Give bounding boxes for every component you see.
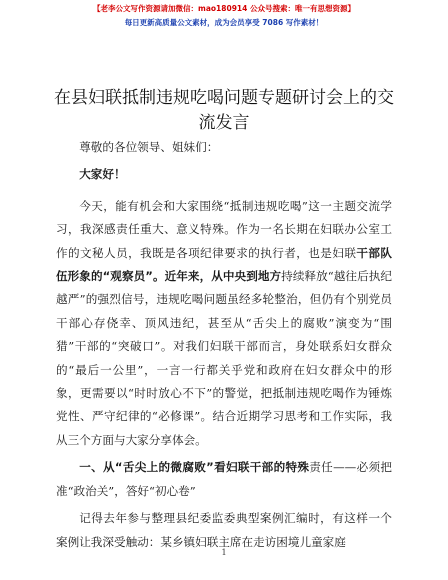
title-line-1: 在县妇联抵制违规吃喝问题专题研讨会上的交 bbox=[54, 88, 394, 108]
paragraph-intro bbox=[56, 195, 392, 452]
document-title bbox=[40, 86, 408, 136]
paragraph-intro-text-a: 今天，能有机会和大家围绕“抵制违规吃喝”这一主题交流学习，我深感责任重大、意义特殊。作为一名长期在妇联办公室工作的文秘人员，我既是各项纪律要求的执行者，也是妇联 bbox=[56, 198, 392, 260]
greeting: 大家好！ bbox=[79, 167, 126, 182]
banner-line-membership: 每日更新高质量公文素材，成为会员享受 7086 写作素材！ bbox=[124, 18, 324, 27]
paragraph-case: 记得去年参与整理县纪委监委典型案例汇编时，有这样一个案例让我深受触动：某乡镇妇联主席在走访困境儿童家庭 bbox=[56, 511, 392, 549]
document-body bbox=[56, 136, 392, 554]
salutation: 尊敬的各位领导、姐妹们： bbox=[79, 140, 219, 154]
section-heading-1-rest: 责任——必须把准“政治关”，答好“初心卷” bbox=[56, 460, 392, 498]
paragraph-intro-text-b: 持续释放“越往后执纪越严”的强烈信号，违规吃喝问题虽经多轮整治，但仍有个别党员干部心存侥幸、顶风违纪，甚至从“舌尖上的腐败”演变为“围猎”干部的“突破口”。对我们妇联干部而言，身处联系妇女群众的“最后一公里”，一言一行都关乎党和政府在妇女群众中的形象，更需要以“时时放心不下”的警觉，把抵制违规吃喝作为锤炼党性、严守纪律的“必修课”。结合近期学习思考和工作实际，我从三个方面与大家分享体会。 bbox=[56, 269, 392, 447]
section-heading-1 bbox=[56, 456, 392, 503]
header-banner bbox=[0, 0, 448, 28]
section-heading-1-bold: 一、从“舌尖上的微腐败”看妇联干部的特殊 bbox=[79, 460, 310, 475]
title-line-2: 流发言 bbox=[198, 113, 250, 133]
banner-line-promo: 【老李公文写作资源请加微信：mao180914 公众号搜索：唯一有思想资源】 bbox=[93, 4, 355, 13]
paragraph-intro-bold: 干部队伍形象的“观察员”。近年来，从中央到地方 bbox=[56, 245, 392, 284]
page-number: 1 bbox=[221, 548, 227, 557]
